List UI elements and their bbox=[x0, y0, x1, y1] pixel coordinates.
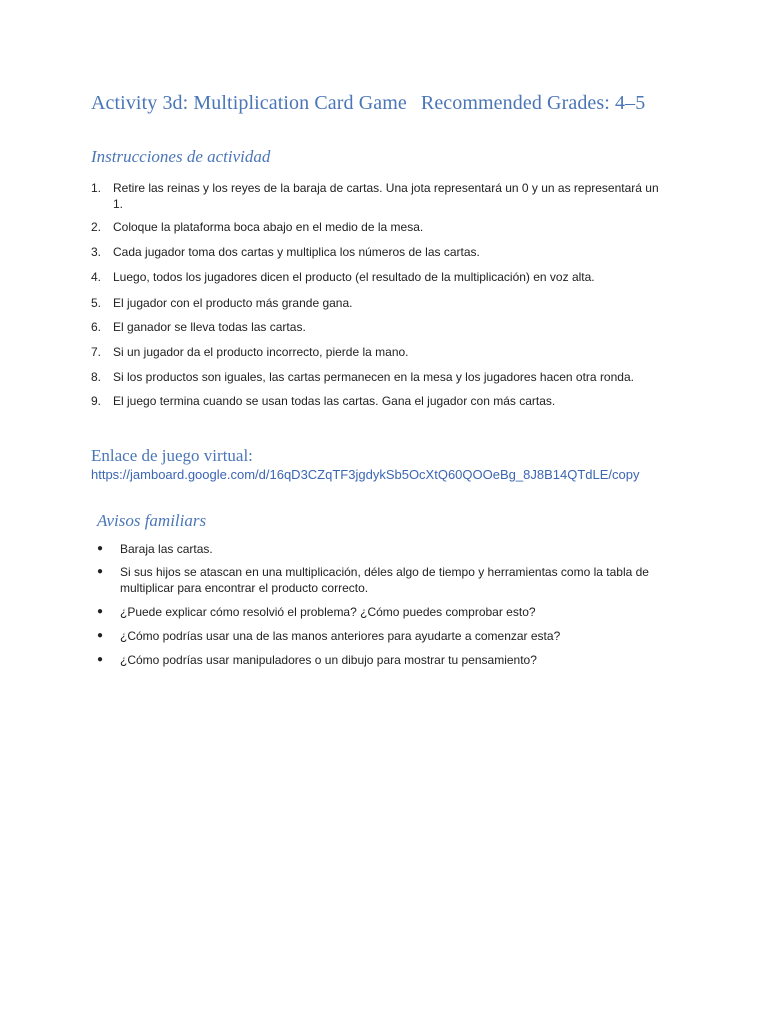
bullet-icon: ● bbox=[97, 654, 104, 665]
step-text: Luego, todos los jugadores dicen el producto (el resultado de la multiplicación) en voz alta. bbox=[113, 270, 595, 284]
step-text: Cada jugador toma dos cartas y multiplica los números de las cartas. bbox=[113, 245, 480, 259]
activity-title: Activity 3d: Multiplication Card Game bbox=[91, 92, 407, 114]
step-text: Si los productos son iguales, las cartas permanecen en la mesa y los jugadores hacen otra ronda. bbox=[113, 370, 634, 384]
list-item bbox=[97, 652, 677, 668]
bullet-icon: ● bbox=[97, 606, 104, 617]
step-number: 8. bbox=[91, 370, 102, 384]
list-item bbox=[97, 604, 677, 620]
family-tips-list bbox=[97, 541, 677, 668]
step-text: El jugador con el producto más grande gana. bbox=[113, 296, 353, 310]
family-tips-heading: Avisos familiars bbox=[97, 511, 207, 530]
step-text: Coloque la plataforma boca abajo en el medio de la mesa. bbox=[113, 220, 424, 234]
tip-text: Si sus hijos se atascan en una multiplicación, déles algo de tiempo y herramientas como la tabla de multiplicar para encontrar el producto correcto. bbox=[120, 565, 649, 595]
tip-text: Baraja las cartas. bbox=[120, 542, 213, 556]
step-number: 3. bbox=[91, 245, 102, 259]
list-item bbox=[91, 269, 671, 285]
list-item bbox=[91, 369, 671, 385]
bullet-icon: ● bbox=[97, 566, 104, 577]
bullet-icon: ● bbox=[97, 630, 104, 641]
instructions-heading: Instrucciones de actividad bbox=[91, 147, 271, 166]
list-item bbox=[91, 219, 671, 235]
step-number: 2. bbox=[91, 220, 102, 234]
jamboard-link[interactable]: https://jamboard.google.com/d/16qD3CZqTF3jgdykSb5OcXtQ60QOOeBg_8J8B14QTdLE/copy bbox=[91, 467, 640, 482]
step-number: 6. bbox=[91, 320, 102, 334]
step-number: 4. bbox=[91, 270, 102, 284]
bullet-icon: ● bbox=[97, 543, 104, 554]
list-item bbox=[91, 319, 671, 335]
step-number: 1. bbox=[91, 181, 102, 195]
instructions-list bbox=[91, 180, 671, 409]
recommended-grades: Recommended Grades: 4–5 bbox=[420, 92, 646, 114]
step-text: El juego termina cuando se usan todas las cartas. Gana el jugador con más cartas. bbox=[113, 394, 556, 408]
list-item bbox=[97, 628, 677, 644]
step-text: Retire las reinas y los reyes de la baraja de cartas. Una jota representará un 0 y un as representará un 1. bbox=[113, 181, 659, 211]
step-text: El ganador se lleva todas las cartas. bbox=[113, 320, 306, 334]
list-item bbox=[91, 180, 671, 212]
step-number: 9. bbox=[91, 394, 102, 408]
list-item bbox=[91, 344, 671, 360]
tip-text: ¿Cómo podrías usar una de las manos anteriores para ayudarte a comenzar esta? bbox=[120, 629, 561, 643]
list-item bbox=[91, 393, 671, 409]
list-item bbox=[91, 244, 671, 260]
list-item bbox=[97, 541, 677, 557]
step-number: 7. bbox=[91, 345, 102, 359]
tip-text: ¿Cómo podrías usar manipuladores o un dibujo para mostrar tu pensamiento? bbox=[120, 653, 537, 667]
step-text: Si un jugador da el producto incorrecto, pierde la mano. bbox=[113, 345, 409, 359]
step-number: 5. bbox=[91, 296, 102, 310]
virtual-game-heading: Enlace de juego virtual: bbox=[91, 446, 253, 465]
page-title bbox=[91, 92, 645, 115]
tip-text: ¿Puede explicar cómo resolvió el problema? ¿Cómo puedes comprobar esto? bbox=[120, 605, 536, 619]
list-item bbox=[91, 295, 671, 311]
list-item bbox=[97, 564, 677, 596]
